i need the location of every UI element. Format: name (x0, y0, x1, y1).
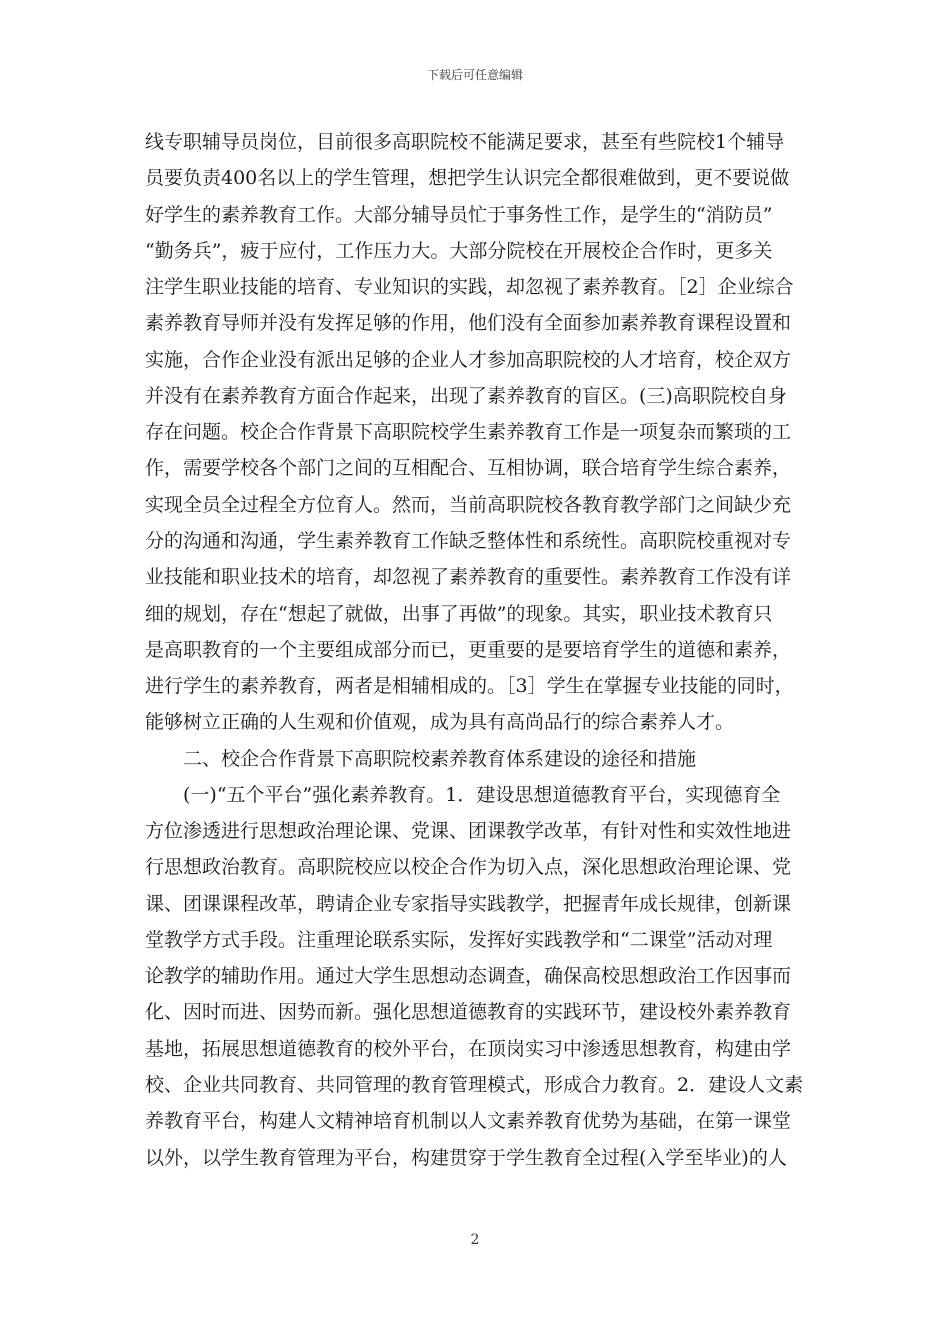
text-line: 存在问题。校企合作背景下高职院校学生素养教育工作是一项复杂而繁琐的工 (145, 421, 792, 444)
page-header: 下载后可任意编辑 (426, 68, 523, 82)
text-line: 论教学的辅助作用。通过大学生思想动态调查，确保高校思想政治工作因事而 (145, 965, 792, 988)
text-line: 化、因时而进、因势而新。强化思想道德教育的实践环节，建设校外素养教育 (145, 1001, 792, 1024)
text-line: 作，需要学校各个部门之间的互相配合、互相协调，联合培育学生综合素养， (145, 457, 792, 480)
text-line: 课、团课课程改革，聘请企业专家指导实践教学，把握青年成长规律，创新课 (145, 892, 792, 915)
text-line: 员要负责400名以上的学生管理，想把学生认识完全都很难做到，更不要说做 (145, 167, 790, 190)
text-line: 校、企业共同教育、共同管理的教育管理模式，形成合力教育。2．建设人文素 (145, 1074, 804, 1097)
text-line: 素养教育导师并没有发挥足够的作用，他们没有全面参加素养教育课程设置和 (145, 312, 792, 335)
text-line: 二、校企合作背景下高职院校素养教育体系建设的途径和措施 (145, 747, 697, 770)
text-line: 堂教学方式手段。注重理论联系实际，发挥好实践教学和“二课堂”活动对理 (145, 928, 773, 951)
text-line: “勤务兵”，疲于应付，工作压力大。大部分院校在开展校企合作时，更多关 (145, 239, 773, 262)
text-line: 实现全员全过程全方位育人。然而，当前高职院校各教育教学部门之间缺少充 (145, 493, 792, 516)
page-number: 2 (470, 1232, 480, 1248)
text-line: 分的沟通和沟通，学生素养教育工作缺乏整体性和系统性。高职院校重视对专 (145, 529, 792, 552)
text-line: 实施，合作企业没有派出足够的企业人才参加高职院校的人才培育，校企双方 (145, 348, 792, 371)
text-line: 并没有在素养教育方面合作起来，出现了素养教育的盲区。(三)高职院校自身 (145, 384, 787, 407)
text-line: 以外，以学生教育管理为平台，构建贯穿于学生教育全过程(入学至毕业)的人 (145, 1146, 787, 1169)
text-line: 业技能和职业技术的培育，却忽视了素养教育的重要性。素养教育工作没有详 (145, 566, 792, 589)
text-line: 能够树立正确的人生观和价值观，成为具有高尚品行的综合素养人才。 (145, 711, 735, 734)
text-line: (一)“五个平台”强化素养教育。1．建设思想道德教育平台，实现德育全 (145, 783, 781, 806)
text-line: 方位渗透进行思想政治理论课、党课、团课教学改革，有针对性和实效性地进 (145, 820, 792, 843)
text-line: 注学生职业技能的培育、专业知识的实践，却忽视了素养教育。［2］企业综合 (145, 276, 794, 299)
text-line: 养教育平台，构建人文精神培育机制以人文素养教育优势为基础，在第一课堂 (145, 1110, 792, 1133)
text-line: 好学生的素养教育工作。大部分辅导员忙于事务性工作，是学生的“消防员” (145, 203, 773, 226)
text-line: 基地，拓展思想道德教育的校外平台，在顶岗实习中渗透思想教育，构建由学 (145, 1037, 792, 1060)
text-line: 是高职教育的一个主要组成部分而已，更重要的是要培育学生的道德和素养， (145, 638, 792, 661)
text-line: 进行学生的素养教育，两者是相辅相成的。［3］学生在掌握专业技能的同时， (145, 675, 794, 698)
text-line: 行思想政治教育。高职院校应以校企合作为切入点，深化思想政治理论课、党 (145, 856, 792, 879)
text-line: 细的规划，存在“想起了就做，出事了再做”的现象。其实，职业技术教育只 (145, 602, 773, 625)
text-line: 线专职辅导员岗位，目前很多高职院校不能满足要求，甚至有些院校1个辅导 (145, 131, 785, 153)
